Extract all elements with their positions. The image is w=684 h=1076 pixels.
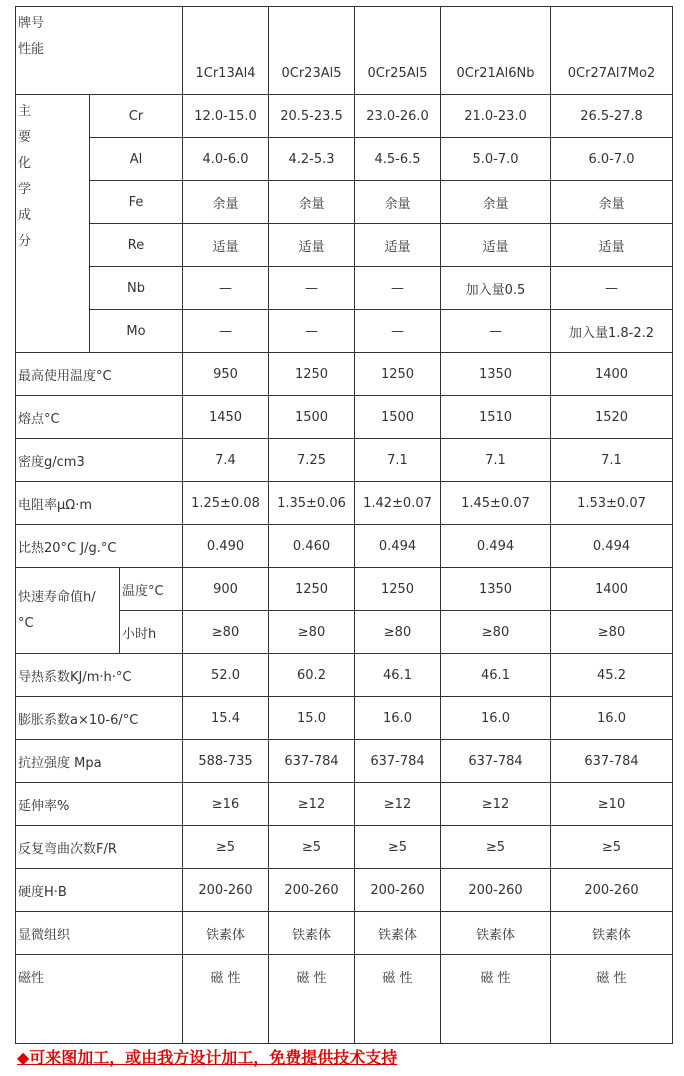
property-value: 7.1 xyxy=(441,439,551,482)
property-value: 950 xyxy=(183,353,269,396)
composition-value: 适量 xyxy=(183,224,269,267)
grade-header xyxy=(355,7,441,95)
composition-value: 4.0-6.0 xyxy=(183,138,269,181)
life-group-cell xyxy=(16,568,120,654)
composition-value: — xyxy=(551,267,673,310)
property-label: 熔点°C xyxy=(16,396,183,439)
life-value: ≥80 xyxy=(441,611,551,654)
composition-row xyxy=(16,138,673,181)
header-corner-cell xyxy=(16,7,183,95)
property-value: ≥12 xyxy=(355,783,441,826)
composition-value: — xyxy=(269,310,355,353)
life-value: ≥80 xyxy=(183,611,269,654)
life-sub-label: 温度°C xyxy=(120,568,183,611)
composition-row xyxy=(16,267,673,310)
property-label: 导热系数KJ/m·h·°C xyxy=(16,654,183,697)
composition-value: 余量 xyxy=(269,181,355,224)
composition-value: 20.5-23.5 xyxy=(269,95,355,138)
property-value: 16.0 xyxy=(441,697,551,740)
property-value: ≥10 xyxy=(551,783,673,826)
property-value: 1350 xyxy=(441,353,551,396)
element-label: Nb xyxy=(90,267,183,310)
composition-value: 余量 xyxy=(355,181,441,224)
property-value: 7.25 xyxy=(269,439,355,482)
element-label: Cr xyxy=(90,95,183,138)
property-label: 延伸率% xyxy=(16,783,183,826)
property-value: 1.25±0.08 xyxy=(183,482,269,525)
property-value: 637-784 xyxy=(355,740,441,783)
property-value: 60.2 xyxy=(269,654,355,697)
composition-row xyxy=(16,181,673,224)
composition-value: — xyxy=(355,310,441,353)
composition-value: 6.0-7.0 xyxy=(551,138,673,181)
property-value: ≥5 xyxy=(183,826,269,869)
property-row xyxy=(16,826,673,869)
life-row xyxy=(16,568,673,611)
property-label: 硬度H·B xyxy=(16,869,183,912)
grade-name: 0Cr23Al5 xyxy=(281,66,342,81)
property-row xyxy=(16,353,673,396)
composition-value: 23.0-26.0 xyxy=(355,95,441,138)
composition-value: 适量 xyxy=(441,224,551,267)
property-label: 电阻率μΩ·m xyxy=(16,482,183,525)
grade-header xyxy=(551,7,673,95)
life-value: 1400 xyxy=(551,568,673,611)
property-label: 比热20°C J/g.°C xyxy=(16,525,183,568)
property-row xyxy=(16,740,673,783)
life-value: ≥80 xyxy=(269,611,355,654)
property-value: 1500 xyxy=(355,396,441,439)
magnetic-value: 磁 性 xyxy=(269,955,355,1044)
property-value: 1.35±0.06 xyxy=(269,482,355,525)
property-label: 显微组织 xyxy=(16,912,183,955)
composition-value: 余量 xyxy=(441,181,551,224)
composition-value: 4.5-6.5 xyxy=(355,138,441,181)
magnetic-value: 磁 性 xyxy=(355,955,441,1044)
property-value: 588-735 xyxy=(183,740,269,783)
property-value: 46.1 xyxy=(441,654,551,697)
life-sub-label: 小时h xyxy=(120,611,183,654)
property-value: 1250 xyxy=(269,353,355,396)
property-value: 0.460 xyxy=(269,525,355,568)
property-value: 46.1 xyxy=(355,654,441,697)
property-value: 200-260 xyxy=(183,869,269,912)
life-value: 1250 xyxy=(355,568,441,611)
composition-value: 余量 xyxy=(183,181,269,224)
property-value: 1.42±0.07 xyxy=(355,482,441,525)
grade-name: 0Cr21Al6Nb xyxy=(456,66,535,81)
property-value: 45.2 xyxy=(551,654,673,697)
property-row xyxy=(16,869,673,912)
grade-name: 1Cr13Al4 xyxy=(195,66,256,81)
property-label: 膨胀系数a×10-6/°C xyxy=(16,697,183,740)
property-label: 最高使用温度°C xyxy=(16,353,183,396)
property-value: 1510 xyxy=(441,396,551,439)
grade-header xyxy=(441,7,551,95)
property-value: 52.0 xyxy=(183,654,269,697)
property-value: 1520 xyxy=(551,396,673,439)
property-value: ≥5 xyxy=(441,826,551,869)
composition-value: — xyxy=(269,267,355,310)
property-value: 7.1 xyxy=(355,439,441,482)
property-value: 15.0 xyxy=(269,697,355,740)
composition-value: 适量 xyxy=(355,224,441,267)
life-group-label: 快速寿命值h/°C xyxy=(18,589,96,631)
magnetic-value: 磁 性 xyxy=(183,955,269,1044)
element-label: Fe xyxy=(90,181,183,224)
property-row xyxy=(16,912,673,955)
magnetic-row xyxy=(16,955,673,1044)
composition-value: 适量 xyxy=(269,224,355,267)
property-value: 200-260 xyxy=(441,869,551,912)
property-row xyxy=(16,654,673,697)
property-value: 16.0 xyxy=(551,697,673,740)
composition-value: 4.2-5.3 xyxy=(269,138,355,181)
property-label: 密度g/cm3 xyxy=(16,439,183,482)
element-label: Mo xyxy=(90,310,183,353)
property-value: 637-784 xyxy=(441,740,551,783)
property-value: ≥5 xyxy=(269,826,355,869)
life-value: 900 xyxy=(183,568,269,611)
composition-value: 加入量0.5 xyxy=(441,267,551,310)
property-value: 0.494 xyxy=(551,525,673,568)
property-value: 1450 xyxy=(183,396,269,439)
magnetic-value: 磁 性 xyxy=(551,955,673,1044)
grade-name: 0Cr27Al7Mo2 xyxy=(567,66,656,81)
property-value: ≥5 xyxy=(355,826,441,869)
property-value: 铁素体 xyxy=(355,912,441,955)
footer-notice[interactable]: ◆可来图加工，或由我方设计加工，免费提供技术支持 xyxy=(17,1048,398,1067)
alloy-spec-table xyxy=(15,6,673,1044)
header-row xyxy=(16,7,673,95)
composition-value: 21.0-23.0 xyxy=(441,95,551,138)
composition-row xyxy=(16,95,673,138)
composition-row xyxy=(16,224,673,267)
property-row xyxy=(16,439,673,482)
header-grade-label: 牌号 xyxy=(18,16,45,31)
property-value: 铁素体 xyxy=(183,912,269,955)
composition-group-cell xyxy=(16,95,90,353)
property-value: 0.494 xyxy=(355,525,441,568)
property-value: 200-260 xyxy=(355,869,441,912)
composition-value: 加入量1.8-2.2 xyxy=(551,310,673,353)
property-row xyxy=(16,525,673,568)
composition-value: 适量 xyxy=(551,224,673,267)
property-value: 1400 xyxy=(551,353,673,396)
property-value: 0.494 xyxy=(441,525,551,568)
property-value: 铁素体 xyxy=(269,912,355,955)
property-row xyxy=(16,482,673,525)
composition-value: 余量 xyxy=(551,181,673,224)
grade-header xyxy=(269,7,355,95)
property-label: 反复弯曲次数F/R xyxy=(16,826,183,869)
property-value: 16.0 xyxy=(355,697,441,740)
property-value: 1250 xyxy=(355,353,441,396)
property-value: 7.4 xyxy=(183,439,269,482)
composition-value: — xyxy=(355,267,441,310)
element-label: Al xyxy=(90,138,183,181)
property-row xyxy=(16,697,673,740)
property-value: 200-260 xyxy=(269,869,355,912)
property-value: 1.45±0.07 xyxy=(441,482,551,525)
composition-value: — xyxy=(441,310,551,353)
magnetic-value: 磁 性 xyxy=(441,955,551,1044)
grade-name: 0Cr25Al5 xyxy=(367,66,428,81)
property-value: ≥16 xyxy=(183,783,269,826)
property-label: 抗拉强度 Mpa xyxy=(16,740,183,783)
grade-header xyxy=(183,7,269,95)
header-property-label: 性能 xyxy=(18,42,45,57)
property-row xyxy=(16,396,673,439)
life-value: ≥80 xyxy=(551,611,673,654)
property-value: 637-784 xyxy=(269,740,355,783)
composition-row xyxy=(16,310,673,353)
property-label: 磁性 xyxy=(16,955,183,1044)
property-value: 637-784 xyxy=(551,740,673,783)
life-value: 1250 xyxy=(269,568,355,611)
property-value: 铁素体 xyxy=(551,912,673,955)
property-value: 1500 xyxy=(269,396,355,439)
composition-group-label: 主要化学成分 xyxy=(18,104,32,249)
element-label: Re xyxy=(90,224,183,267)
life-value: 1350 xyxy=(441,568,551,611)
composition-value: 5.0-7.0 xyxy=(441,138,551,181)
property-value: 1.53±0.07 xyxy=(551,482,673,525)
composition-value: 26.5-27.8 xyxy=(551,95,673,138)
property-value: ≥12 xyxy=(441,783,551,826)
property-value: ≥12 xyxy=(269,783,355,826)
property-value: 铁素体 xyxy=(441,912,551,955)
property-value: ≥5 xyxy=(551,826,673,869)
property-value: 15.4 xyxy=(183,697,269,740)
property-value: 200-260 xyxy=(551,869,673,912)
composition-value: — xyxy=(183,267,269,310)
property-row xyxy=(16,783,673,826)
composition-value: — xyxy=(183,310,269,353)
property-value: 0.490 xyxy=(183,525,269,568)
life-value: ≥80 xyxy=(355,611,441,654)
property-value: 7.1 xyxy=(551,439,673,482)
composition-value: 12.0-15.0 xyxy=(183,95,269,138)
